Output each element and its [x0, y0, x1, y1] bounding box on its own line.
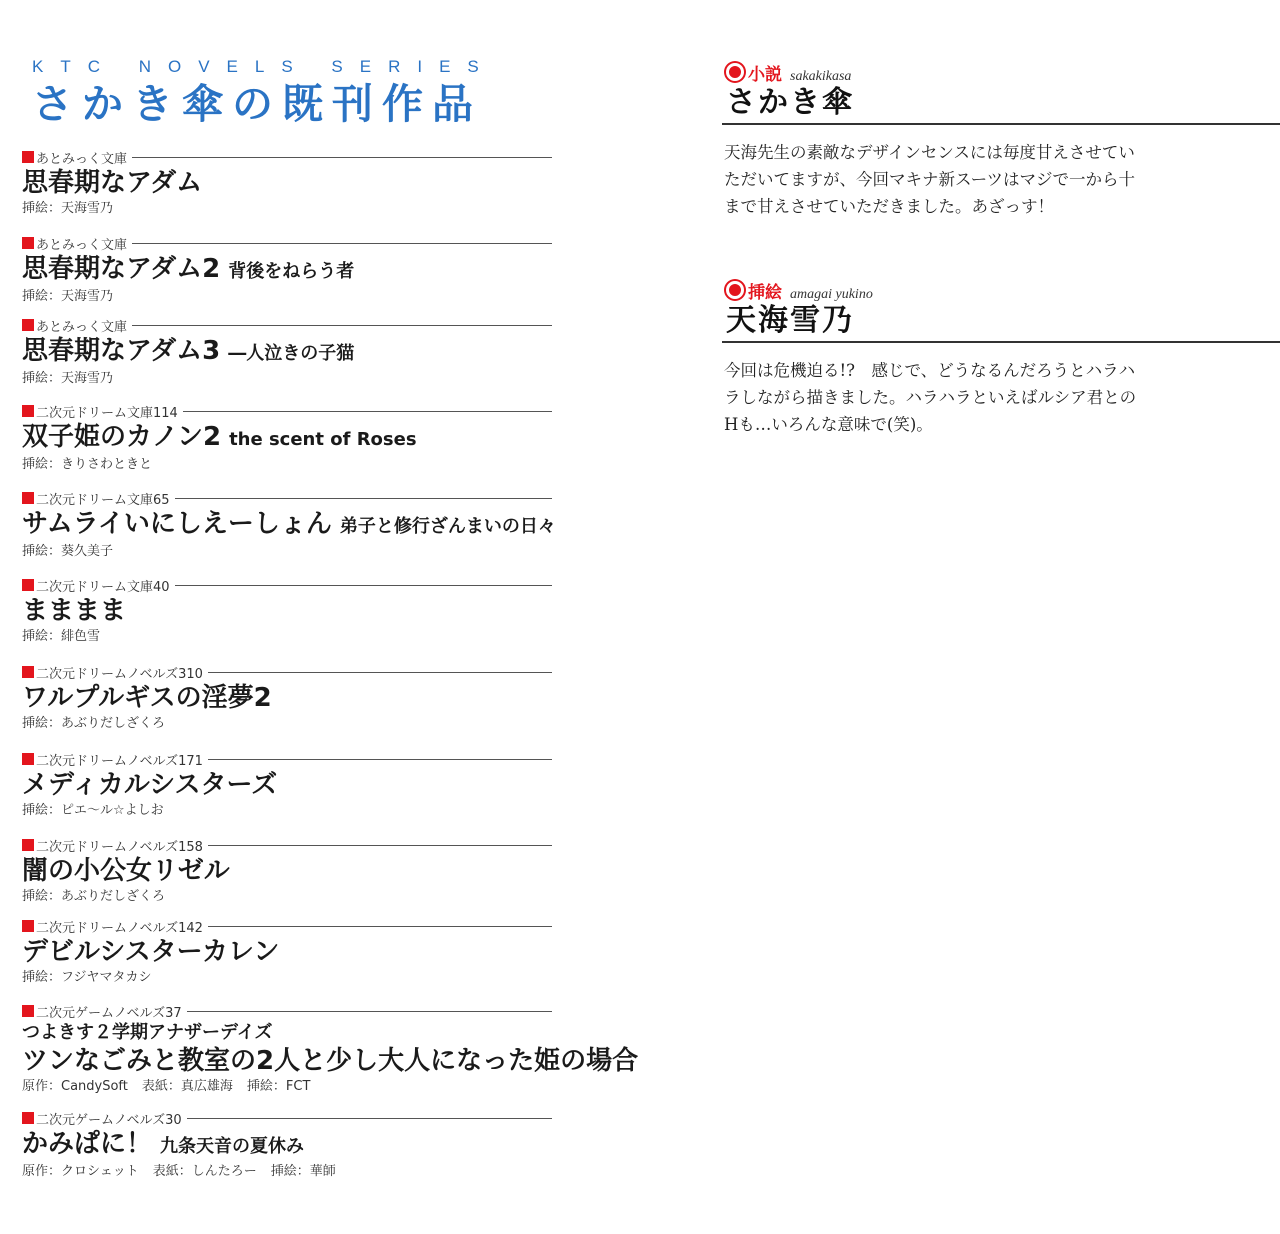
profile-comment: 今回は危機迫る!? 感じで、どうなるんだろうとハラハラしながら描きました。ハラハラといえばルシア君とのHも…いろんな意味で(笑)。: [724, 361, 1137, 434]
role-label: 挿絵: [748, 283, 782, 303]
divider: [187, 1118, 552, 1119]
credit-item: 挿絵：きりさわときと: [22, 457, 153, 472]
credit-item: 挿絵：天海雪乃: [22, 289, 114, 304]
credits: [22, 456, 552, 474]
series-label-row: [22, 316, 552, 334]
book-title: [22, 855, 552, 888]
book-title-text: メディカルシスターズ: [22, 770, 278, 800]
divider: [132, 325, 552, 326]
series-line: つよきす２学期アナザーデイズ: [22, 1022, 273, 1043]
book-entry: [22, 402, 552, 474]
book-title-text: 思春期なアダム2: [22, 254, 221, 284]
divider: [208, 845, 552, 846]
series-label-row: [22, 1109, 552, 1127]
series-label-row: [22, 402, 552, 420]
series-label-row: [22, 234, 552, 252]
credits: [22, 543, 552, 561]
book-title-text: まままま: [22, 596, 127, 626]
credit-item: 挿絵：ピエ～ル☆よしお: [22, 803, 164, 818]
book-title-text: 思春期なアダム: [22, 168, 203, 198]
red-square-icon: [22, 492, 34, 504]
profile-author: [722, 60, 1280, 220]
divider: [183, 411, 552, 412]
book-entry: [22, 576, 552, 646]
book-subtitle: 九条天音の夏休み: [160, 1136, 305, 1157]
credits: [22, 628, 552, 646]
role-label: 小説: [748, 65, 782, 85]
imprint-label: 二次元ゲームノベルズ30: [36, 1112, 182, 1128]
divider: [208, 926, 552, 927]
red-square-icon: [22, 753, 34, 765]
credit-item: 挿絵：天海雪乃: [22, 201, 114, 216]
book-title-text: サムライいにしえーしょん: [22, 509, 332, 539]
book-title-text: デビルシスターカレン: [22, 937, 280, 967]
book-entry: [22, 836, 552, 906]
book-title-text: ツンなごみと教室の2人と少し大人になった姫の場合: [22, 1046, 639, 1076]
credit-item: 原作：クロシェット: [22, 1164, 139, 1179]
romaji-name: amagai yukino: [790, 287, 873, 302]
book-subtitle: 背後をねらう者: [228, 261, 355, 282]
book-title: [22, 253, 552, 288]
red-square-icon: [22, 237, 34, 249]
credits: [22, 1163, 552, 1181]
imprint-label: 二次元ドリームノベルズ310: [36, 666, 203, 682]
book-title: [22, 595, 552, 628]
book-title-text: かみぱに！: [22, 1129, 153, 1159]
book-entry: [22, 750, 552, 820]
series-label-row: [22, 489, 552, 507]
profile-illustrator: [722, 278, 1280, 438]
series-label: KTC NOVELS SERIES: [32, 57, 496, 76]
credit-item: 挿絵：あぶりだしざくろ: [22, 716, 166, 731]
works-column: [22, 56, 639, 1179]
credit-item: 挿絵：緋色雪: [22, 629, 101, 644]
red-square-icon: [22, 1112, 34, 1124]
series-label-row: [22, 750, 552, 768]
credits: [22, 802, 552, 820]
red-square-icon: [22, 151, 34, 163]
credit-item: 挿絵：天海雪乃: [22, 371, 114, 386]
red-square-icon: [22, 579, 34, 591]
profile-name: 天海雪乃: [722, 303, 1280, 343]
book-subtitle: ―人泣きの子猫: [228, 343, 355, 364]
book-title: [22, 769, 552, 802]
book-title: [22, 335, 552, 370]
red-square-icon: [22, 1005, 34, 1017]
book-title: [22, 421, 552, 456]
red-square-icon: [22, 666, 34, 678]
series-label-row: [22, 836, 552, 854]
credits: [22, 288, 552, 306]
imprint-label: あとみっく文庫: [36, 151, 128, 167]
book-title: [22, 1128, 552, 1163]
book-title: [22, 936, 552, 969]
credit-item: 挿絵：葵久美子: [22, 544, 114, 559]
book-title-text: 双子姫のカノン2: [22, 422, 222, 452]
divider: [132, 243, 552, 244]
credit-item: 挿絵：フジヤマタカシ: [22, 970, 152, 985]
series-label-row: [22, 576, 552, 594]
book-entry: [22, 1002, 639, 1096]
credits: [22, 200, 552, 218]
book-title-text: ワルプルギスの淫夢2: [22, 683, 272, 713]
divider: [175, 585, 552, 586]
series-label-row: [22, 148, 552, 166]
book-title: [22, 167, 552, 200]
imprint-label: 二次元ドリームノベルズ171: [36, 753, 203, 769]
book-subtitle: 弟子と修行ざんまいの日々: [339, 516, 556, 537]
book-title-text: 闇の小公女リゼル: [22, 856, 230, 886]
divider: [208, 672, 552, 673]
series-label-row: [22, 917, 552, 935]
credits: [22, 969, 552, 987]
imprint-label: 二次元ドリームノベルズ158: [36, 839, 203, 855]
imprint-label: 二次元ドリーム文庫65: [36, 492, 170, 508]
book-entry: [22, 663, 552, 733]
credit-item: 挿絵：華師: [270, 1164, 336, 1179]
imprint-label: 二次元ゲームノベルズ37: [36, 1005, 182, 1021]
book-entry: [22, 148, 552, 218]
series-label-row: [22, 1002, 552, 1020]
book-subtitle: the scent of Roses: [229, 429, 417, 450]
imprint-label: 二次元ドリームノベルズ142: [36, 920, 203, 936]
book-entry: [22, 316, 552, 388]
bullet-icon: [726, 281, 744, 299]
profile-name: さかき傘: [722, 85, 1280, 125]
book-entry: [22, 489, 556, 561]
credit-item: 原作：CandySoft: [22, 1079, 128, 1094]
credits: [22, 888, 552, 906]
red-square-icon: [22, 405, 34, 417]
credit-item: 挿絵：FCT: [246, 1079, 311, 1094]
book-entry: [22, 1109, 552, 1181]
imprint-label: あとみっく文庫: [36, 237, 128, 253]
credits: [22, 715, 552, 733]
divider: [208, 759, 552, 760]
credits: [22, 370, 552, 388]
romaji-name: sakakikasa: [790, 69, 852, 84]
divider: [187, 1011, 552, 1012]
divider: [132, 157, 552, 158]
bullet-icon: [726, 63, 744, 81]
book-title-text: 思春期なアダム3: [22, 336, 221, 366]
credit-item: 挿絵：あぶりだしざくろ: [22, 889, 166, 904]
series-label-row: [22, 663, 552, 681]
credit-item: 表紙：しんたろー: [152, 1164, 257, 1179]
divider: [175, 498, 552, 499]
book-entry: [22, 234, 552, 306]
imprint-label: 二次元ドリーム文庫40: [36, 579, 170, 595]
red-square-icon: [22, 839, 34, 851]
credits: [22, 1078, 552, 1096]
red-square-icon: [22, 920, 34, 932]
book-title: [22, 682, 552, 715]
profile-comment: 天海先生の素敵なデザインセンスには毎度甘えさせていただいてますが、今回マキナ新スーツはマジで一から十まで甘えさせていただきました。あざっす！: [724, 143, 1136, 216]
page-title: さかき傘の既刊作品: [32, 80, 482, 128]
book-entry: [22, 917, 552, 987]
imprint-label: 二次元ドリーム文庫114: [36, 405, 178, 421]
imprint-label: あとみっく文庫: [36, 319, 128, 335]
credit-item: 表紙：真広雄海: [141, 1079, 233, 1094]
book-title: [22, 1045, 639, 1078]
book-title: [22, 508, 556, 543]
red-square-icon: [22, 319, 34, 331]
